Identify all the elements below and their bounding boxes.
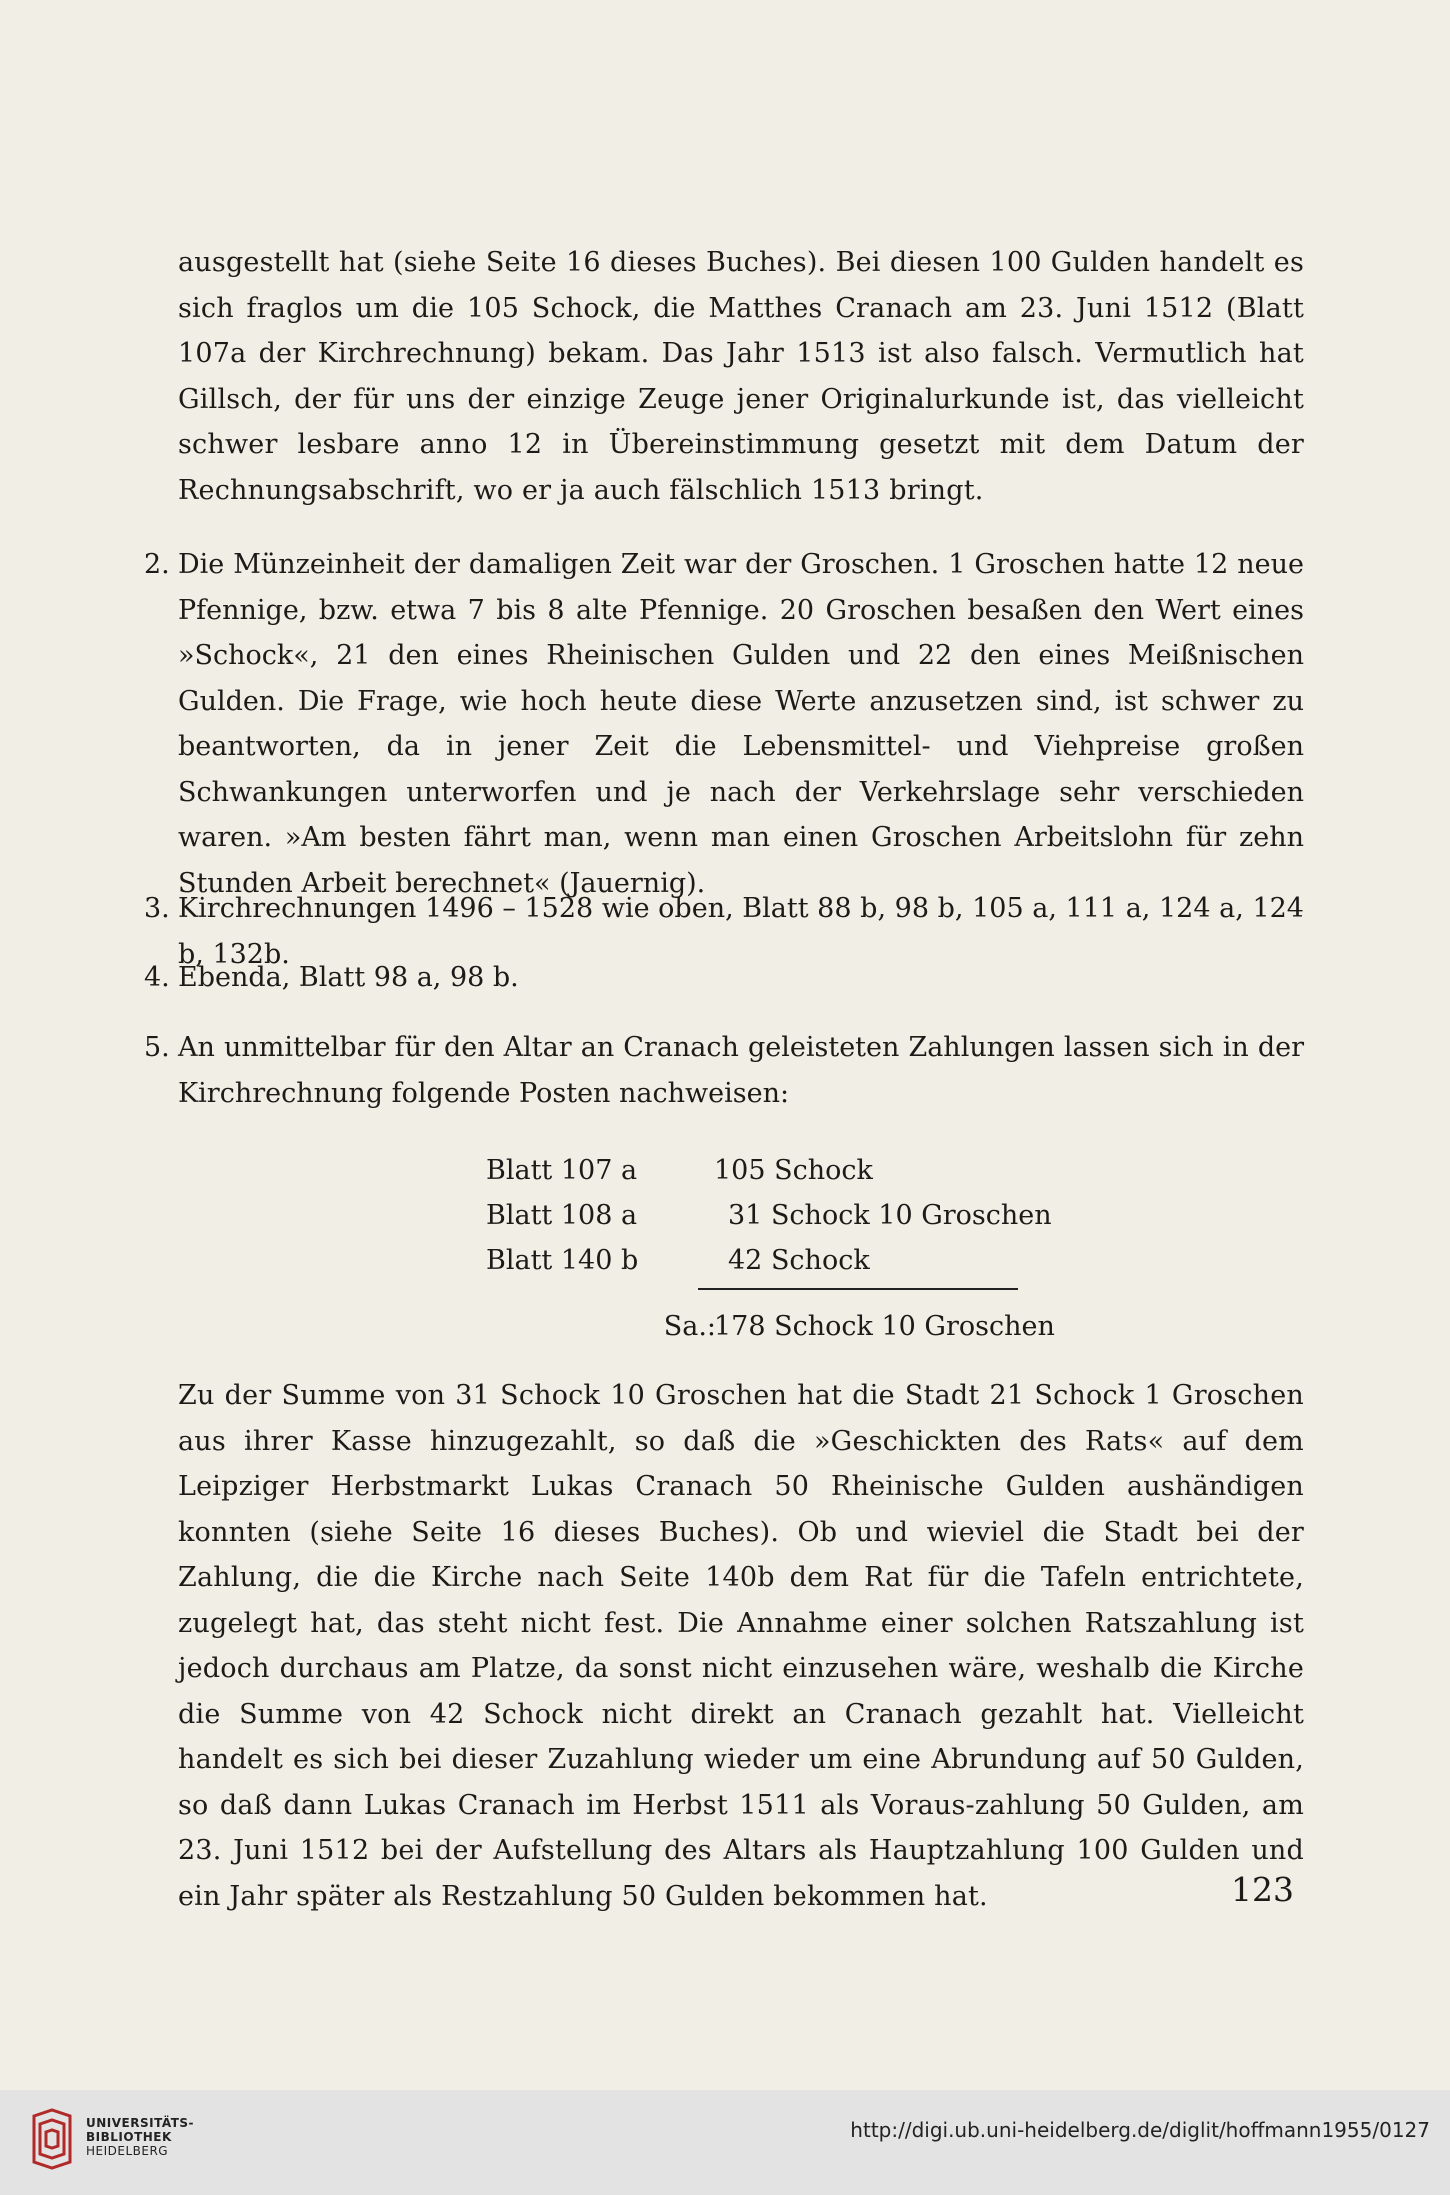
- payment-row: [470, 1193, 1070, 1238]
- payment-row: [470, 1238, 1070, 1283]
- footnote-number: 2.: [144, 549, 170, 580]
- footer-bar: [0, 2090, 1450, 2195]
- library-name-line: BIBLIOTHEK: [86, 2130, 172, 2144]
- sum-amount: 178 Schock 10 Groschen: [714, 1311, 1055, 1342]
- footnote-text: Kirchrechnungen 1496 – 1528 wie oben, Blatt 88 b, 98 b, 105 a, 111 a, 124 a, 124 b, 132b.: [178, 893, 1304, 970]
- footnote-number: 3.: [144, 893, 170, 924]
- footnote-text: Die Münzeinheit der damaligen Zeit war der Groschen. 1 Groschen hatte 12 neue Pfennige, bzw. etwa 7 bis 8 alte Pfennige. 20 Groschen besaßen den Wert eines »Schock«, 21 den eines Rheinischen Gulden und 22 den eines Meißnischen Gulden. Die Frage, wie hoch heute diese Werte anzusetzen sind, ist schwer zu beantworten, da in jener Zeit die Lebensmittel- und Viehpreise großen Schwankungen unterworfen und je nach der Verkehrslage sehr verschieden waren. »Am besten fährt man, wenn man einen Groschen Arbeitslohn für zehn Stunden Arbeit berechnet« (Jauernig).: [178, 549, 1304, 899]
- sum-divider: [698, 1288, 1018, 1290]
- digital-copy-link[interactable]: http://digi.ub.uni-heidelberg.de/diglit/hoffmann1955/0127: [850, 2118, 1430, 2142]
- payment-label: Blatt 108 a: [486, 1200, 638, 1231]
- footnote-2: [144, 542, 1304, 906]
- paragraph-conclusion: Zu der Summe von 31 Schock 10 Groschen hat die Stadt 21 Schock 1 Groschen aus ihrer Kasse hinzugezahlt, so daß die »Geschickten des Rats« auf dem Leipziger Herbstmarkt Lukas Cranach 50 Rheinische Gulden aushändigen konnten (siehe Seite 16 dieses Buches). Ob und wieviel die Stadt bei der Zahlung, die die Kirche nach Seite 140b dem Rat für die Tafeln entrichtete, zugelegt hat, das steht nicht fest. Die Annahme einer solchen Ratszahlung ist jedoch durchaus am Platze, da sonst nicht einzusehen wäre, weshalb die Kirche die Summe von 42 Schock nicht direkt an Cranach gezahlt hat. Vielleicht handelt es sich bei dieser Zuzahlung wieder um eine Abrundung auf 50 Gulden, so daß dann Lukas Cranach im Herbst 1511 als Voraus-zahlung 50 Gulden, am 23. Juni 1512 bei der Aufstellung des Altars als Hauptzahlung 100 Gulden und ein Jahr später als Restzahlung 50 Gulden bekommen hat.: [178, 1380, 1304, 1912]
- footnote-text: An unmittelbar für den Altar an Cranach geleisteten Zahlungen lassen sich in der Kirchrechnung folgende Posten nachweisen:: [178, 1032, 1304, 1109]
- footnote-number: 5.: [144, 1032, 170, 1063]
- footnote-number: 4.: [144, 962, 170, 993]
- payment-table: [470, 1148, 1070, 1342]
- sum-row: [470, 1304, 1070, 1349]
- payment-label: Blatt 107 a: [486, 1155, 638, 1186]
- paragraph-intro: ausgestellt hat (siehe Seite 16 dieses Buches). Bei diesen 100 Gulden handelt es sich fraglos um die 105 Schock, die Matthes Cranach am 23. Juni 1512 (Blatt 107a der Kirchrechnung) bekam. Das Jahr 1513 ist also falsch. Vermutlich hat Gillsch, der für uns der einzige Zeuge jener Originalurkunde ist, das vielleicht schwer lesbare anno 12 in Übereinstimmung gesetzt mit dem Datum der Rechnungsabschrift, wo er ja auch fälschlich 1513 bringt.: [178, 247, 1304, 506]
- ub-heidelberg-logo-icon[interactable]: [26, 2106, 78, 2172]
- library-name-line: HEIDELBERG: [86, 2144, 169, 2158]
- payment-amount: 31 Schock 10 Groschen: [728, 1200, 1052, 1231]
- footnote-5: [144, 1025, 1304, 1116]
- library-name: [86, 2116, 194, 2158]
- library-name-line: UNIVERSITÄTS-: [86, 2116, 195, 2130]
- payment-label: Blatt 140 b: [486, 1245, 639, 1276]
- footnote-4: [144, 955, 1304, 1001]
- footnote-text: Ebenda, Blatt 98 a, 98 b.: [178, 962, 519, 993]
- payment-row: [470, 1148, 1070, 1193]
- payment-amount: 42 Schock: [728, 1245, 870, 1276]
- page-number: 123: [1231, 1870, 1294, 1909]
- sum-label: Sa.:: [663, 1311, 716, 1342]
- payment-amount: 105 Schock: [714, 1155, 873, 1186]
